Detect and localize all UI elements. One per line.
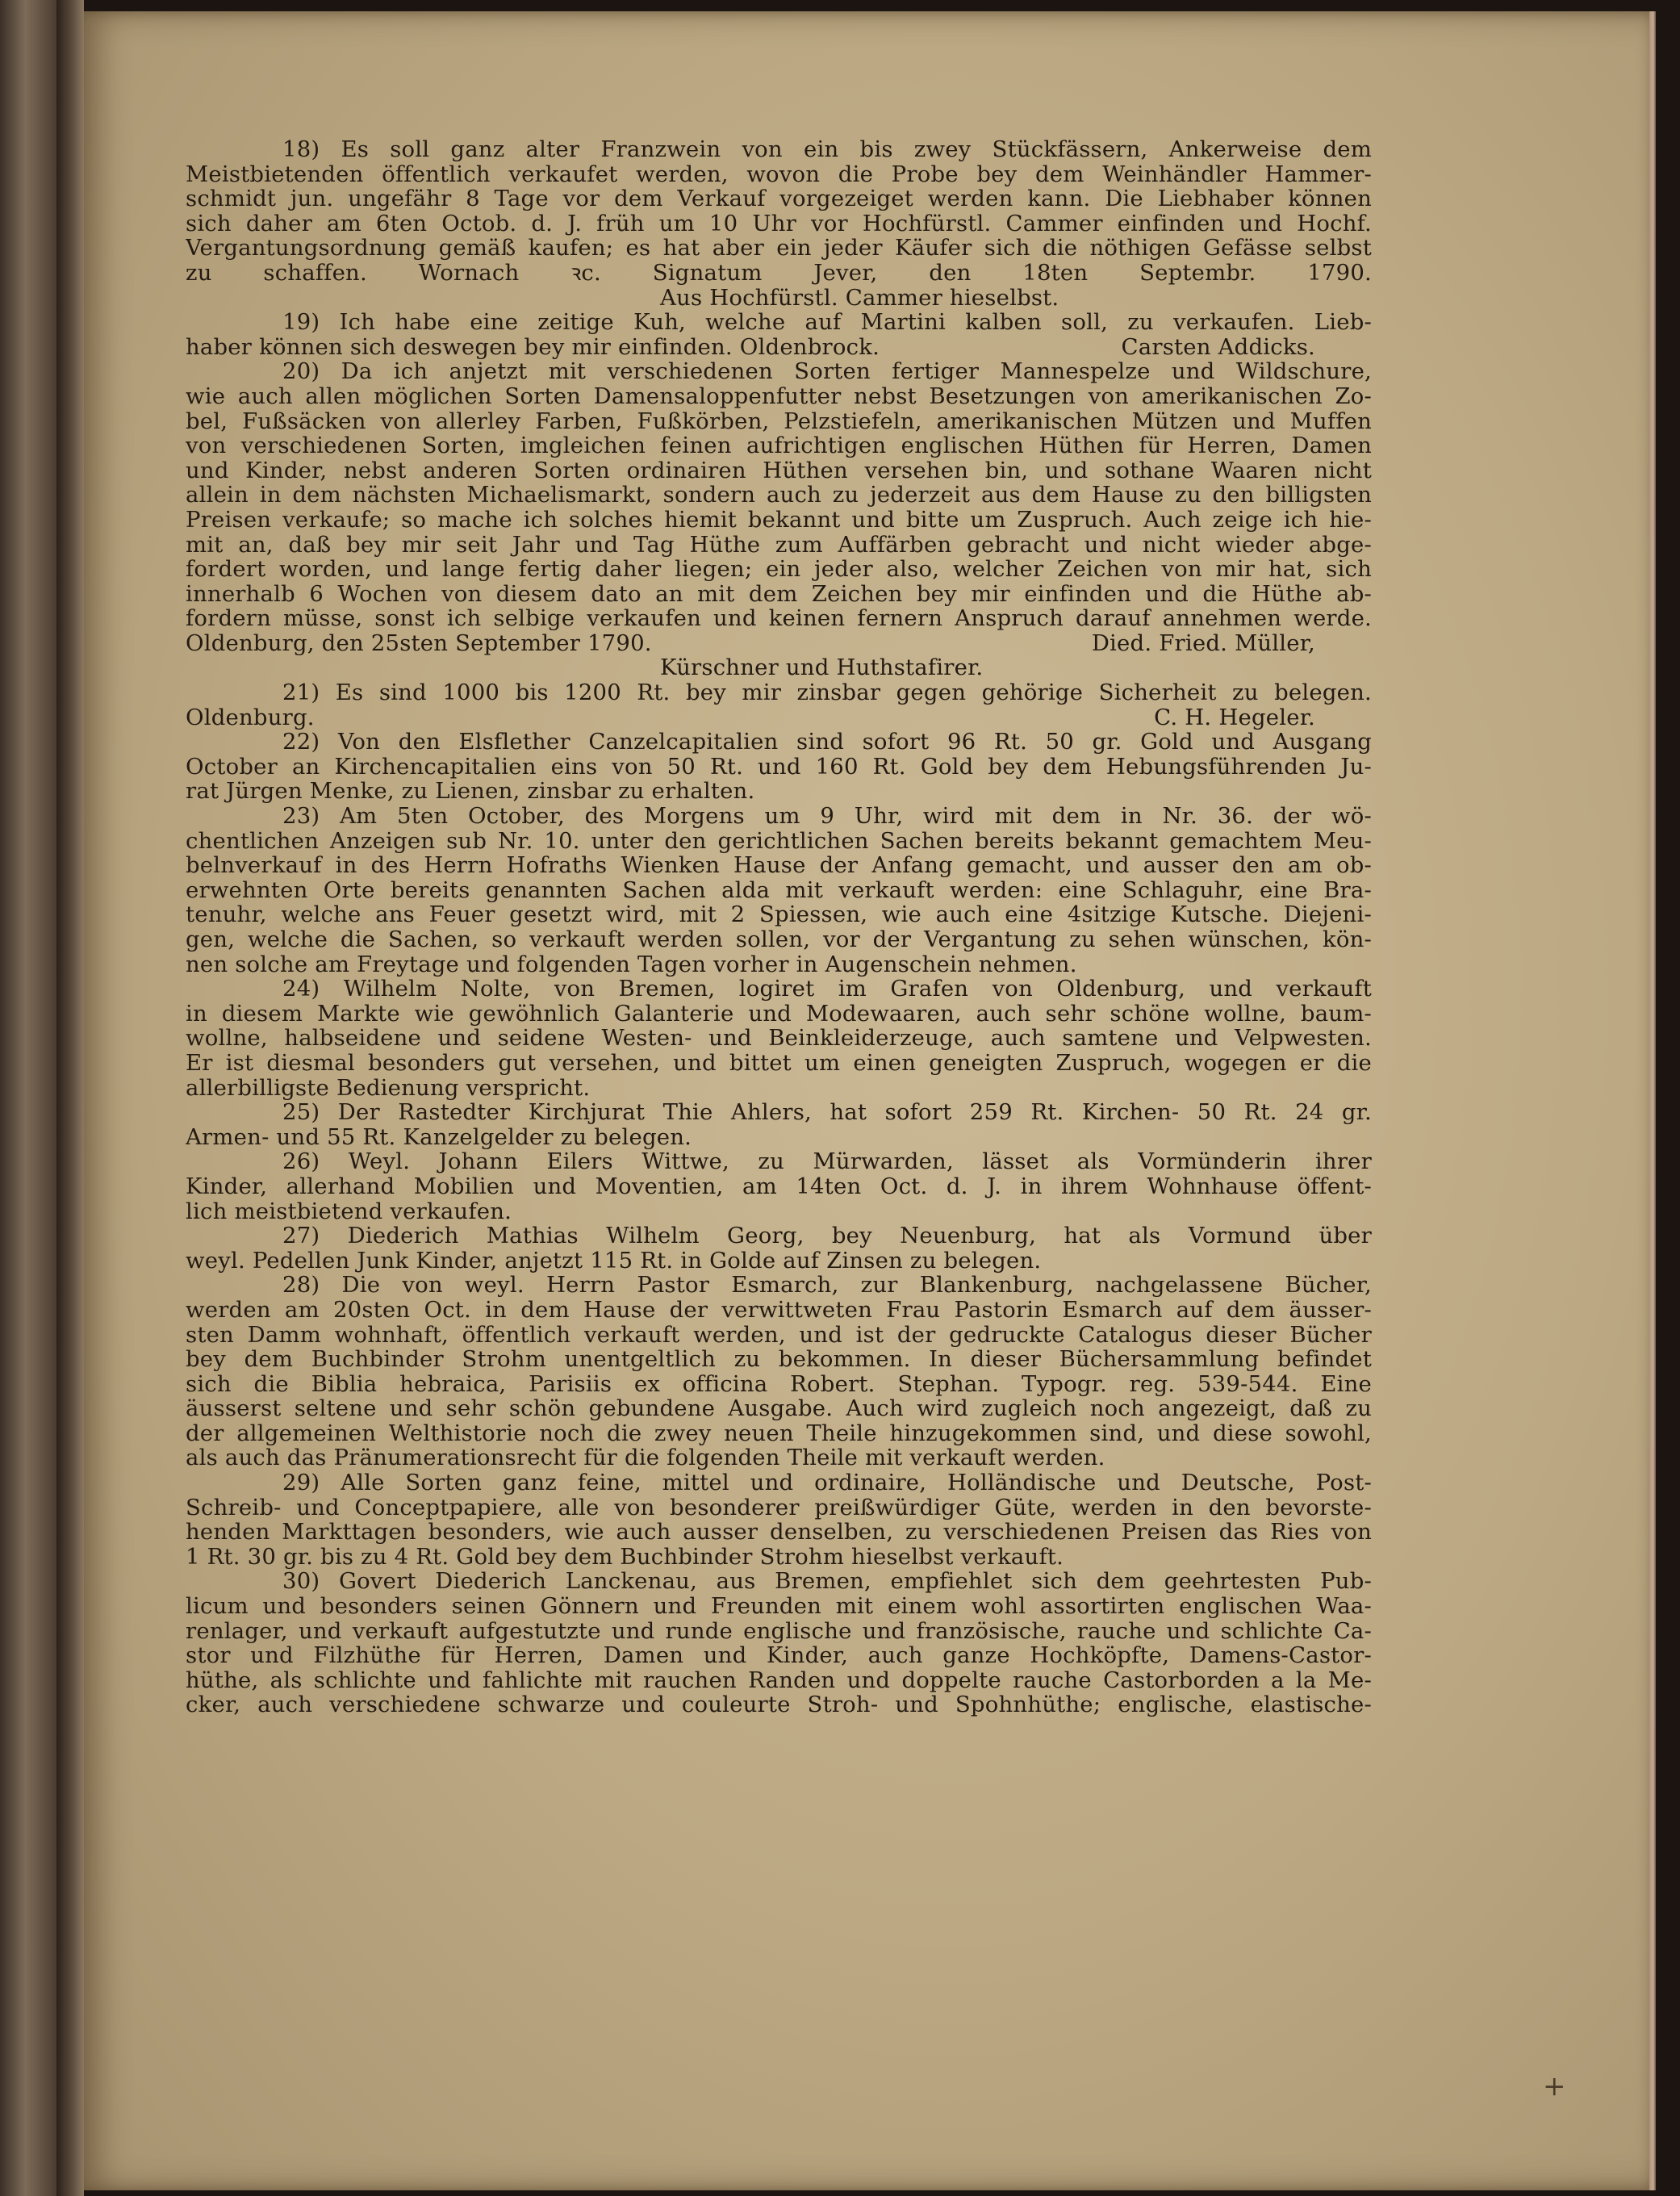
paragraph-line: licum und besonders seinen Gönnern und Freunden mit einem wohl assortirten englischen Waa- xyxy=(186,1594,1372,1619)
paragraph-line: hüthe, als schlichte und fahlichte mit rauchen Randen und doppelte rauche Castorborden a la Me- xyxy=(186,1667,1372,1693)
advertisement-28 xyxy=(186,1273,1372,1470)
advertisement-22 xyxy=(186,730,1372,804)
paragraph-line: henden Markttagen besonders, wie auch ausser denselben, zu verschiedenen Preisen das Ries von xyxy=(186,1520,1372,1545)
advertisement-20 xyxy=(186,359,1372,680)
page-fore-edge xyxy=(1649,11,1656,2190)
left-page-edge xyxy=(0,0,56,2196)
paragraph-line: erwehnten Orte bereits genannten Sachen alda mit verkauft werden: eine Schlaguhr, eine Bra- xyxy=(186,877,1372,903)
paragraph-line: 27) Diederich Mathias Wilhelm Georg, bey Neuenburg, hat als Vormund über xyxy=(282,1223,1372,1249)
place-date-text: Oldenburg. xyxy=(186,705,315,730)
paragraph-line: als auch das Pränumerationsrecht für die folgenden Theile mit verkauft werden. xyxy=(186,1445,1105,1471)
paragraph-line: renlager, und verkauft aufgestutzte und runde englische und französische, rauche und schlichte Ca- xyxy=(186,1618,1372,1644)
paragraph-line: sich daher am 6ten Octob. d. J. früh um 10 Uhr vor Hochfürstl. Cammer einfinden und Hochf. xyxy=(186,211,1372,236)
signature-line: Aus Hochfürstl. Cammer hieselbst. xyxy=(660,285,1059,311)
paragraph-line: bel, Fußsäcken von allerley Farben, Fußkörben, Pelzstiefeln, amerikanischen Mützen und Muffen xyxy=(186,408,1372,434)
book-gutter xyxy=(56,0,84,2196)
paragraph-line: weyl. Pedellen Junk Kinder, anjetzt 115 Rt. in Golde auf Zinsen zu belegen. xyxy=(186,1248,1042,1274)
paragraph-line: Armen- und 55 Rt. Kanzelgelder zu belegen. xyxy=(186,1124,692,1150)
paragraph-line: 29) Alle Sorten ganz feine, mittel und ordinaire, Holländische und Deutsche, Post- xyxy=(282,1470,1372,1495)
paragraph-line: fordern müsse, sonst ich selbige verkaufen und keinen fernern Anspruch darauf annehmen werde. xyxy=(186,606,1372,631)
advertisement-19 xyxy=(186,310,1372,359)
paragraph-line: stor und Filzhüthe für Herren, Damen und Kinder, auch ganze Hochköpfte, Damens-Castor- xyxy=(186,1643,1372,1668)
paragraph-line: 24) Wilhelm Nolte, von Bremen, logiret im Grafen von Oldenburg, und verkauft xyxy=(282,977,1372,1002)
signatory-name: Died. Fried. Müller, xyxy=(1091,630,1315,656)
paragraph-line: 21) Es sind 1000 bis 1200 Rt. bey mir zinsbar gegen gehörige Sicherheit zu belegen. xyxy=(282,680,1372,705)
paragraph-line: rat Jürgen Menke, zu Lienen, zinsbar zu erhalten. xyxy=(186,779,755,805)
signatory-title: Kürschner und Huthstafirer. xyxy=(660,655,984,681)
paragraph-line: belnverkauf in des Herrn Hofraths Wienken Hause der Anfang gemacht, und ausser den am ob- xyxy=(186,853,1372,878)
signatory-name: C. H. Hegeler. xyxy=(1154,705,1315,730)
paragraph-line: bey dem Buchbinder Strohm unentgeltlich zu bekommen. In dieser Büchersammlung befindet xyxy=(186,1347,1372,1372)
paragraph-line: October an Kirchencapitalien eins von 50 Rt. und 160 Rt. Gold bey dem Hebungsführenden Ju- xyxy=(186,754,1372,780)
advertisement-30 xyxy=(186,1569,1372,1717)
paragraph-line: lich meistbietend verkaufen. xyxy=(186,1198,512,1224)
paragraph-line: Schreib- und Conceptpapiere, alle von besonderer preißwürdiger Güte, werden in den bevorste- xyxy=(186,1495,1372,1520)
paragraph-line: wollne, halbseidene und seidene Westen- und Beinkleiderzeuge, auch samtene und Velpwesten. xyxy=(186,1026,1372,1051)
paragraph-line: zu schaffen. Wornach ꝛc. Signatum Jever, den 18ten Septembr. 1790. xyxy=(186,260,1372,286)
paragraph-line: 23) Am 5ten October, des Morgens um 9 Uhr, wird mit dem in Nr. 36. der wö- xyxy=(282,804,1372,829)
paragraph-line: sten Damm wohnhaft, öffentlich verkauft werden, und ist der gedruckte Catalogus dieser Bücher xyxy=(186,1322,1372,1348)
paragraph-line: nen solche am Freytage und folgenden Tagen vorher in Augenschein nehmen. xyxy=(186,952,1077,977)
place-date-text: Oldenburg, den 25sten September 1790. xyxy=(186,630,652,656)
paragraph-line: Er ist diesmal besonders gut versehen, und bittet um einen geneigten Zuspruch, wogegen er die xyxy=(186,1050,1372,1076)
paragraph-line: 22) Von den Elsflether Canzelcapitalien sind sofort 96 Rt. 50 gr. Gold und Ausgang xyxy=(282,730,1372,755)
place-and-signature-line xyxy=(186,705,1372,730)
paragraph-line: Kinder, allerhand Mobilien und Moventien, am 14ten Oct. d. J. in ihrem Wohnhause öffent- xyxy=(186,1173,1372,1199)
paragraph-line: Preisen verkaufe; so mache ich solches hiemit bekannt und bitte um Zuspruch. Auch zeige ich hie- xyxy=(186,507,1372,533)
paragraph-line: gen, welche die Sachen, so verkauft werden sollen, vor der Vergantung zu sehen wünschen, kön- xyxy=(186,927,1372,952)
paragraph-line: 18) Es soll ganz alter Franzwein von ein bis zwey Stückfässern, Ankerweise dem xyxy=(282,137,1372,162)
paragraph-line: allein in dem nächsten Michaelismarkt, sondern auch zu jederzeit aus dem Hause zu den billigsten xyxy=(186,483,1372,508)
paragraph-line: von verschiedenen Sorten, imgleichen feinen aufrichtigen englischen Hüthen für Herren, Damen xyxy=(186,433,1372,458)
paragraph-line: allerbilligste Bedienung verspricht. xyxy=(186,1075,591,1101)
advertisement-26 xyxy=(186,1149,1372,1223)
place-and-signature-line xyxy=(186,631,1372,656)
paragraph-line: 1 Rt. 30 gr. bis zu 4 Rt. Gold bey dem Buchbinder Strohm hieselbst verkauft. xyxy=(186,1544,1064,1570)
signatory-name: Carsten Addicks. xyxy=(1121,334,1315,360)
advertisement-24 xyxy=(186,977,1372,1100)
paragraph-line: und Kinder, nebst anderen Sorten ordinairen Hüthen versehen bin, und sothane Waaren nicht xyxy=(186,458,1372,483)
paragraph-line: der allgemeinen Welthistorie noch die zwey neuen Theile hinzugekommen sind, und diese sowohl, xyxy=(186,1420,1372,1446)
paragraph-line: 20) Da ich anjetzt mit verschiedenen Sorten fertiger Mannespelze und Wildschure, xyxy=(282,359,1372,384)
paragraph-line: in diesem Markte wie gewöhnlich Galanterie und Modewaaren, auch sehr schöne wollne, baum- xyxy=(186,1001,1372,1027)
paragraph-line: 25) Der Rastedter Kirchjurat Thie Ahlers, hat sofort 259 Rt. Kirchen- 50 Rt. 24 gr. xyxy=(282,1100,1372,1125)
paragraph-line: 26) Weyl. Johann Eilers Wittwe, zu Mürwarden, lässet als Vormünderin ihrer xyxy=(282,1149,1372,1174)
paragraph-line: sich die Biblia hebraica, Parisiis ex officina Robert. Stephan. Typogr. reg. 539-544. Eine xyxy=(186,1371,1372,1397)
paragraph-line: innerhalb 6 Wochen von diesem dato an mit dem Zeichen bey mir einfinden und die Hüthe ab- xyxy=(186,581,1372,607)
place-date-text: haber können sich deswegen bey mir einfinden. Oldenbrock. xyxy=(186,334,880,360)
advertisement-21 xyxy=(186,680,1372,730)
advertisement-27 xyxy=(186,1223,1372,1273)
advertisement-25 xyxy=(186,1100,1372,1149)
paragraph-line: fordert worden, und lange fertig daher liegen; ein jeder also, welcher Zeichen von mir hat, sich xyxy=(186,557,1372,582)
paragraph-line: äusserst seltene und sehr schön gebundene Ausgabe. Auch wird zugleich noch angezeigt, daß zu xyxy=(186,1396,1372,1421)
paragraph-line: werden am 20sten Oct. in dem Hause der verwittweten Frau Pastorin Esmarch auf dem äusser- xyxy=(186,1297,1372,1323)
paragraph-line: chentlichen Anzeigen sub Nr. 10. unter den gerichtlichen Sachen bereits bekannt gemachtem Meu- xyxy=(186,828,1372,854)
paragraph-line: Meistbietenden öffentlich verkaufet werden, wovon die Probe bey dem Weinhändler Hammer- xyxy=(186,161,1372,187)
paragraph-line: mit an, daß bey mir seit Jahr und Tag Hüthe zum Auffärben gebracht und nicht wieder abge- xyxy=(186,532,1372,558)
paragraph-line: 19) Ich habe eine zeitige Kuh, welche auf Martini kalben soll, zu verkaufen. Lieb- xyxy=(282,310,1372,335)
paragraph-line: tenuhr, welche ans Feuer gesetzt wird, mit 2 Spiessen, wie auch eine 4sitzige Kutsche. Diejeni- xyxy=(186,902,1372,927)
paragraph-line: 30) Govert Diederich Lanckenau, aus Bremen, empfiehlet sich dem geehrtesten Pub- xyxy=(282,1569,1372,1595)
place-and-signature-line xyxy=(186,335,1372,360)
paragraph-line: wie auch allen möglichen Sorten Damensaloppenfutter nebst Besetzungen von amerikanischen Zo- xyxy=(186,383,1372,409)
advertisement-text-block xyxy=(186,137,1372,1717)
paragraph-line: Vergantungsordnung gemäß kaufen; es hat aber ein jeder Käufer sich die nöthigen Gefässe selbst xyxy=(186,236,1372,261)
paragraph-line: cker, auch verschiedene schwarze und couleurte Stroh- und Spohnhüthe; englische, elastische- xyxy=(186,1692,1372,1717)
advertisement-18 xyxy=(186,137,1372,310)
paragraph-line: schmidt jun. ungefähr 8 Tage vor dem Verkauf vorgezeiget werden kann. Die Liebhaber können xyxy=(186,186,1372,211)
advertisement-23 xyxy=(186,804,1372,977)
handwritten-marginalia: + xyxy=(1543,2070,1566,2102)
paragraph-line: 28) Die von weyl. Herrn Pastor Esmarch, zur Blankenburg, nachgelassene Bücher, xyxy=(282,1273,1372,1298)
advertisement-29 xyxy=(186,1470,1372,1569)
